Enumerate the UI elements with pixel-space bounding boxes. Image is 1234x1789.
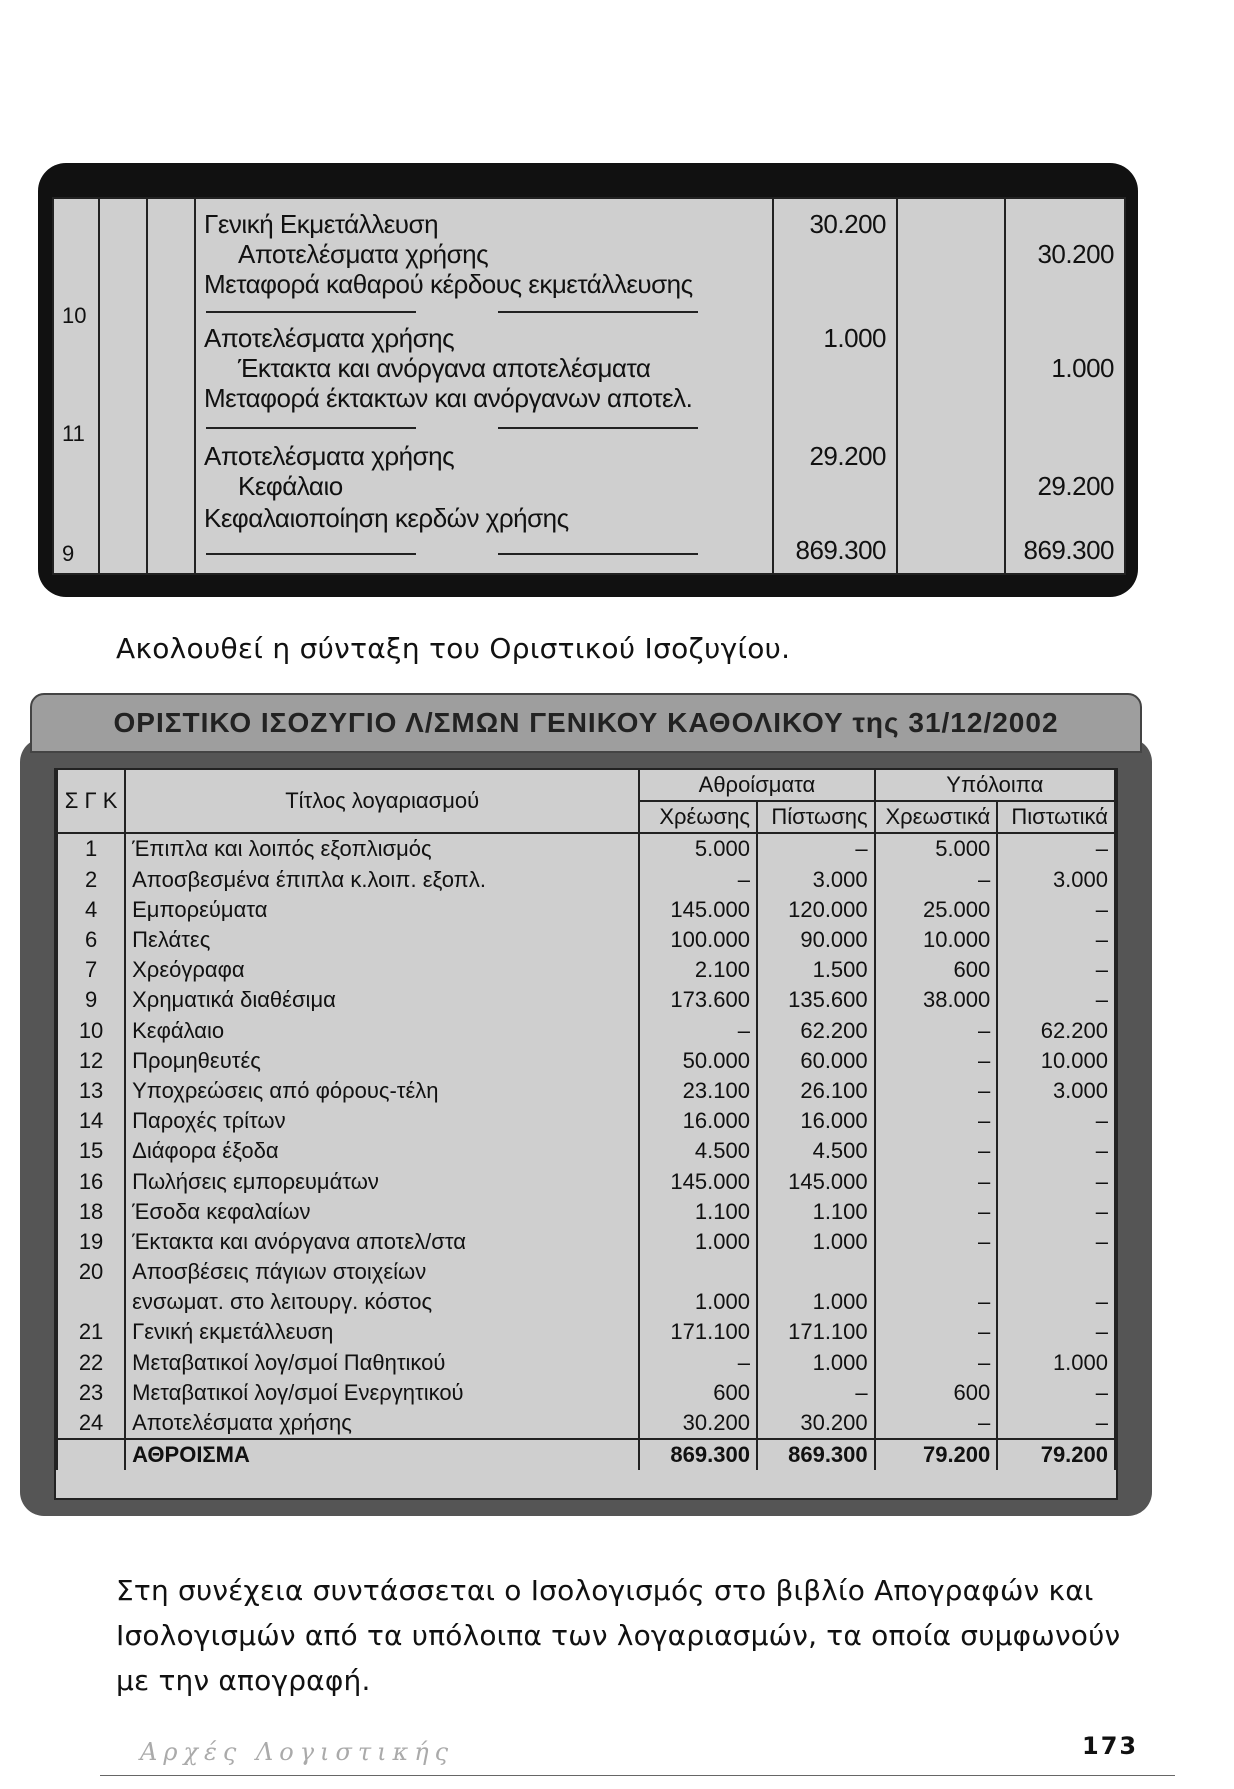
sum-debit: – <box>639 1016 757 1046</box>
closing-paragraph: Στη συνέχεια συντάσσεται ο Ισολογισμός στο βιβλίο Απογραφών και Ισολογισμών από τα υπόλοιπα των λογαριασμών, τα οποία συμφωνούν με την απογραφή. <box>116 1574 1121 1697</box>
entry-credit-account: Έκτακτα και ανόργανα αποτελέσματα <box>238 353 651 383</box>
sum-credit: 135.600 <box>757 985 875 1015</box>
journal-entry <box>54 323 1124 447</box>
header-balance-debit: Χρεωστικά <box>875 801 998 833</box>
sum-credit: 3.000 <box>757 865 875 895</box>
table-row <box>57 925 1115 955</box>
balance-credit: – <box>997 895 1115 925</box>
balance-credit: – <box>997 833 1115 864</box>
account-title: Κεφάλαιο <box>125 1016 639 1046</box>
entry-number: 9 <box>62 541 75 566</box>
sum-debit: 145.000 <box>639 1166 757 1196</box>
entry-debit-amount: 29.200 <box>809 441 886 471</box>
total-balance-credit: 79.200 <box>997 1439 1115 1470</box>
balance-credit <box>997 1257 1115 1287</box>
account-title: Πελάτες <box>125 925 639 955</box>
entry-number: 11 <box>62 421 85 446</box>
account-title: Μεταβατικοί λογ/σμοί Ενεργητικού <box>125 1378 639 1408</box>
account-code: 19 <box>57 1227 125 1257</box>
account-code: 2 <box>57 865 125 895</box>
sum-credit: 90.000 <box>757 925 875 955</box>
trial-balance-body <box>57 833 1115 1470</box>
total-row <box>57 1439 1115 1470</box>
sum-credit: 60.000 <box>757 1046 875 1076</box>
balance-credit: – <box>997 1287 1115 1317</box>
account-code: 4 <box>57 895 125 925</box>
sum-debit: 171.100 <box>639 1317 757 1347</box>
account-title: Αποτελέσματα χρήσης <box>125 1408 639 1439</box>
account-code: 12 <box>57 1046 125 1076</box>
trial-balance-table-wrapper <box>54 768 1118 1500</box>
balance-debit: – <box>875 1076 998 1106</box>
table-row <box>57 1227 1115 1257</box>
header-account-title: Τίτλος λογαριασμού <box>125 770 639 833</box>
table-row <box>57 1317 1115 1347</box>
sum-credit: 1.100 <box>757 1197 875 1227</box>
entry-credit-amount: 29.200 <box>1037 471 1114 501</box>
balance-debit: – <box>875 1197 998 1227</box>
header-credit: Πίστωσης <box>757 801 875 833</box>
total-account-title: ΑΘΡΟΙΣΜΑ <box>125 1439 639 1470</box>
balance-credit: 62.200 <box>997 1016 1115 1046</box>
trial-balance-title: ΟΡΙΣΤΙΚΟ ΙΣΟΖΥΓΙΟ Λ/ΣΜΩΝ ΓΕΝΙΚΟΥ ΚΑΘΟΛΙΚΟΥ της 31/12/2002 <box>30 693 1142 753</box>
entry-credit-account: Αποτελέσματα χρήσης <box>238 239 489 269</box>
account-title: Αποσβέσεις πάγιων στοιχείων <box>125 1257 639 1287</box>
sum-credit: 1.000 <box>757 1287 875 1317</box>
header-gk: Σ Γ Κ <box>57 770 125 833</box>
total-sum-debit: 869.300 <box>639 1439 757 1470</box>
balance-credit: 3.000 <box>997 1076 1115 1106</box>
sum-debit: 100.000 <box>639 925 757 955</box>
sum-credit: 120.000 <box>757 895 875 925</box>
balance-credit: – <box>997 1378 1115 1408</box>
sum-debit: – <box>639 865 757 895</box>
account-code: 18 <box>57 1197 125 1227</box>
account-code: 6 <box>57 925 125 955</box>
sum-credit: 145.000 <box>757 1166 875 1196</box>
table-row <box>57 1348 1115 1378</box>
entry-credit-amount: 30.200 <box>1037 239 1114 269</box>
account-code <box>57 1287 125 1317</box>
entry-debit-account: Γενική Εκμετάλλευση <box>204 209 439 239</box>
balance-debit: 5.000 <box>875 833 998 864</box>
header-balance-credit: Πιστωτικά <box>997 801 1115 833</box>
sum-credit: – <box>757 1378 875 1408</box>
table-row <box>57 1166 1115 1196</box>
account-title: Παροχές τρίτων <box>125 1106 639 1136</box>
table-row <box>57 1076 1115 1106</box>
sum-credit: 1.000 <box>757 1227 875 1257</box>
account-title: Γενική εκμετάλλευση <box>125 1317 639 1347</box>
balance-credit: – <box>997 925 1115 955</box>
balance-credit: – <box>997 1166 1115 1196</box>
balance-debit: – <box>875 1348 998 1378</box>
balance-debit: – <box>875 1106 998 1136</box>
sum-credit: 16.000 <box>757 1106 875 1136</box>
sum-credit: 26.100 <box>757 1076 875 1106</box>
trial-balance-frame <box>20 738 1152 1516</box>
account-code: 9 <box>57 985 125 1015</box>
account-code: 7 <box>57 955 125 985</box>
balance-debit: 600 <box>875 1378 998 1408</box>
table-row <box>57 1257 1115 1287</box>
entry-number: 10 <box>62 303 87 328</box>
entry-debit-account: Αποτελέσματα χρήσης <box>204 441 455 471</box>
sum-debit: 1.000 <box>639 1287 757 1317</box>
balance-debit: 38.000 <box>875 985 998 1015</box>
balance-credit: – <box>997 985 1115 1015</box>
account-title: Έκτακτα και ανόργανα αποτελ/στα <box>125 1227 639 1257</box>
sum-credit: 62.200 <box>757 1016 875 1046</box>
sum-debit: 1.000 <box>639 1227 757 1257</box>
balance-debit: 600 <box>875 955 998 985</box>
balance-debit: 25.000 <box>875 895 998 925</box>
table-row <box>57 1046 1115 1076</box>
account-code: 22 <box>57 1348 125 1378</box>
balance-credit: – <box>997 1106 1115 1136</box>
account-code: 23 <box>57 1378 125 1408</box>
table-row <box>57 1408 1115 1439</box>
intro-paragraph: Ακολουθεί η σύνταξη του Οριστικού Ισοζυγίου. <box>116 632 791 665</box>
balance-debit: – <box>875 1287 998 1317</box>
table-row <box>57 865 1115 895</box>
balance-debit: – <box>875 1227 998 1257</box>
account-title: Διάφορα έξοδα <box>125 1136 639 1166</box>
journal-frame <box>38 163 1138 597</box>
balance-credit: – <box>997 1227 1115 1257</box>
table-row <box>57 1378 1115 1408</box>
balance-credit: – <box>997 955 1115 985</box>
header-sums: Αθροίσματα <box>639 770 874 801</box>
account-title: Μεταβατικοί λογ/σμοί Παθητικού <box>125 1348 639 1378</box>
journal-entry <box>54 199 1124 328</box>
balance-debit: – <box>875 1136 998 1166</box>
account-title: Χρεόγραφα <box>125 955 639 985</box>
entry-description: Μεταφορά καθαρού κέρδους εκμετάλλευσης <box>204 269 693 299</box>
balance-debit: – <box>875 1408 998 1439</box>
sum-debit: 50.000 <box>639 1046 757 1076</box>
table-row <box>57 1197 1115 1227</box>
account-title: Εμπορεύματα <box>125 895 639 925</box>
entry-debit-amount: 1.000 <box>823 323 886 353</box>
entry-description: Κεφαλαιοποίηση κερδών χρήσης <box>204 503 569 533</box>
account-code: 24 <box>57 1408 125 1439</box>
sum-credit: 171.100 <box>757 1317 875 1347</box>
account-code: 15 <box>57 1136 125 1166</box>
table-row <box>57 985 1115 1015</box>
sum-debit: 145.000 <box>639 895 757 925</box>
sum-debit: 4.500 <box>639 1136 757 1166</box>
balance-credit: – <box>997 1136 1115 1166</box>
trial-balance-table <box>56 770 1116 1470</box>
total-sum-credit: 869.300 <box>757 1439 875 1470</box>
journal-total-debit: 869.300 <box>795 535 886 565</box>
account-code: 1 <box>57 833 125 864</box>
account-title: Πωλήσεις εμπορευμάτων <box>125 1166 639 1196</box>
sum-credit: 30.200 <box>757 1408 875 1439</box>
sum-debit: 2.100 <box>639 955 757 985</box>
footer-book-title: Αρχές Λογιστικής <box>140 1738 455 1766</box>
table-row <box>57 955 1115 985</box>
balance-debit: – <box>875 865 998 895</box>
sum-debit: – <box>639 1348 757 1378</box>
sum-credit: 1.500 <box>757 955 875 985</box>
balance-debit <box>875 1257 998 1287</box>
balance-credit: 3.000 <box>997 865 1115 895</box>
entry-credit-amount: 1.000 <box>1051 353 1114 383</box>
account-code: 10 <box>57 1016 125 1046</box>
sum-credit: 4.500 <box>757 1136 875 1166</box>
account-title: Χρηματικά διαθέσιμα <box>125 985 639 1015</box>
table-row <box>57 895 1115 925</box>
table-row <box>57 1016 1115 1046</box>
entry-description: Μεταφορά έκτακτων και ανόργανων αποτελ. <box>204 383 693 413</box>
sum-debit: 23.100 <box>639 1076 757 1106</box>
total-balance-debit: 79.200 <box>875 1439 998 1470</box>
header-balances: Υπόλοιπα <box>875 770 1115 801</box>
balance-debit: – <box>875 1317 998 1347</box>
balance-credit: – <box>997 1197 1115 1227</box>
table-row <box>57 1287 1115 1317</box>
journal-table <box>52 197 1126 575</box>
account-code: 20 <box>57 1257 125 1287</box>
account-code: 16 <box>57 1166 125 1196</box>
sum-debit: 600 <box>639 1378 757 1408</box>
account-code: 13 <box>57 1076 125 1106</box>
journal-entry <box>54 441 1124 571</box>
balance-debit: 10.000 <box>875 925 998 955</box>
account-title: Αποσβεσμένα έπιπλα κ.λοιπ. εξοπλ. <box>125 865 639 895</box>
journal-total-credit: 869.300 <box>1023 535 1114 565</box>
sum-debit: 5.000 <box>639 833 757 864</box>
sum-debit: 16.000 <box>639 1106 757 1136</box>
balance-debit: – <box>875 1016 998 1046</box>
balance-credit: – <box>997 1317 1115 1347</box>
entry-debit-account: Αποτελέσματα χρήσης <box>204 323 455 353</box>
balance-credit: – <box>997 1408 1115 1439</box>
table-row <box>57 1136 1115 1166</box>
account-title: ενσωματ. στο λειτουργ. κόστος <box>125 1287 639 1317</box>
header-debit: Χρέωσης <box>639 801 757 833</box>
account-title: Υποχρεώσεις από φόρους-τέλη <box>125 1076 639 1106</box>
footer-divider <box>100 1775 1175 1776</box>
account-code: 14 <box>57 1106 125 1136</box>
account-title: Προμηθευτές <box>125 1046 639 1076</box>
page-number: 173 <box>1082 1732 1139 1760</box>
sum-debit: 1.100 <box>639 1197 757 1227</box>
account-title: Έσοδα κεφαλαίων <box>125 1197 639 1227</box>
account-title: Έπιπλα και λοιπός εξοπλισμός <box>125 833 639 864</box>
balance-credit: 1.000 <box>997 1348 1115 1378</box>
table-row <box>57 833 1115 864</box>
sum-credit: – <box>757 833 875 864</box>
sum-debit: 173.600 <box>639 985 757 1015</box>
balance-credit: 10.000 <box>997 1046 1115 1076</box>
sum-debit: 30.200 <box>639 1408 757 1439</box>
sum-credit <box>757 1257 875 1287</box>
table-row <box>57 1106 1115 1136</box>
entry-credit-account: Κεφάλαιο <box>238 471 343 501</box>
entry-debit-amount: 30.200 <box>809 209 886 239</box>
balance-debit: – <box>875 1166 998 1196</box>
sum-debit <box>639 1257 757 1287</box>
total-account-code <box>57 1439 125 1470</box>
sum-credit: 1.000 <box>757 1348 875 1378</box>
account-code: 21 <box>57 1317 125 1347</box>
balance-debit: – <box>875 1046 998 1076</box>
